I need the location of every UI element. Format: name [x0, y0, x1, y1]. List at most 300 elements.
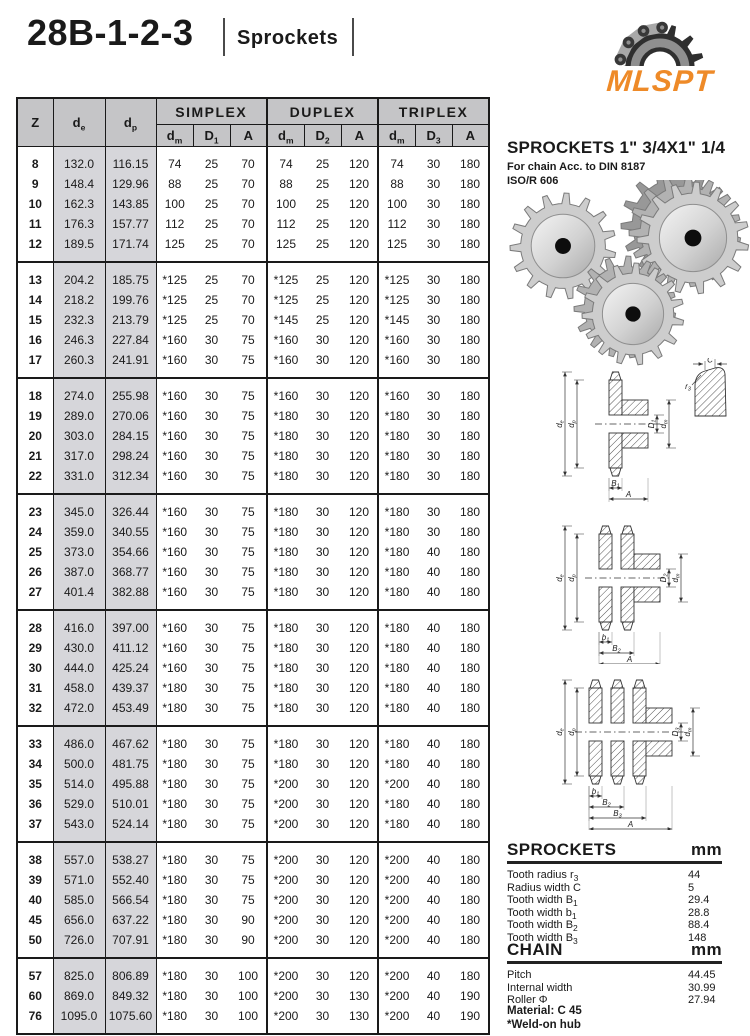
value-cell: 30	[204, 469, 219, 483]
subcolumn-header: $d_m$	[378, 125, 415, 147]
value-cell: 25	[315, 197, 330, 211]
value-cell: 30	[204, 853, 219, 867]
table-row	[17, 794, 489, 814]
value-cell: *160	[162, 449, 188, 463]
group-spacer	[17, 370, 489, 378]
value-cell: 30	[204, 777, 219, 791]
value-cell: 213.79	[105, 310, 156, 330]
value-cell: 75	[241, 661, 255, 675]
spec-row: Tooth width $B_3$ 148	[507, 931, 707, 947]
value-cell: 397.00	[105, 618, 156, 638]
z-cell: 11	[17, 214, 53, 234]
row-group	[17, 262, 489, 378]
value-cell: 40	[426, 933, 441, 947]
value-cell: 571.0	[53, 870, 105, 890]
value-cell: 585.0	[53, 890, 105, 910]
value-cell: 467.62	[105, 734, 156, 754]
value-cell: 40	[426, 893, 441, 907]
group-spacer	[17, 494, 489, 502]
value-cell: 180	[460, 525, 481, 539]
value-cell: 70	[241, 197, 255, 211]
svg-text:A: A	[627, 820, 634, 829]
value-cell: 30	[426, 237, 441, 251]
value-cell: 30	[426, 157, 441, 171]
footnotes	[507, 1004, 582, 1032]
spec-row: Pitch 44.45	[507, 969, 716, 981]
value-cell: 30	[315, 505, 330, 519]
table-row	[17, 986, 489, 1006]
z-cell: 33	[17, 734, 53, 754]
value-cell: 180	[460, 913, 481, 927]
value-cell: 180	[460, 797, 481, 811]
table-row	[17, 214, 489, 234]
value-cell: 40	[426, 565, 441, 579]
group-spacer	[17, 610, 489, 618]
value-cell: 25	[204, 293, 219, 307]
value-cell: 180	[460, 969, 481, 983]
z-cell: 27	[17, 582, 53, 602]
value-cell: *180	[162, 989, 188, 1003]
z-cell: 36	[17, 794, 53, 814]
value-cell: 30	[204, 873, 219, 887]
svg-text:b1: b1	[591, 787, 600, 798]
value-cell: *180	[162, 797, 188, 811]
value-cell: 25	[315, 237, 330, 251]
value-cell: 75	[241, 817, 255, 831]
value-cell: 120	[349, 817, 370, 831]
value-cell: 40	[426, 701, 441, 715]
svg-text:b1: b1	[601, 633, 610, 644]
z-cell: 19	[17, 406, 53, 426]
chain-spec-section	[507, 940, 722, 1007]
material-note: Material: C 45	[507, 1005, 582, 1017]
value-cell: *180	[267, 618, 304, 638]
value-cell: 25	[204, 313, 219, 327]
table-row	[17, 870, 489, 890]
value-cell: *200	[378, 1006, 415, 1026]
value-cell: 30	[204, 621, 219, 635]
value-cell: 120	[349, 545, 370, 559]
value-cell: 75	[241, 585, 255, 599]
value-cell: 298.24	[105, 446, 156, 466]
value-cell: 180	[460, 585, 481, 599]
value-cell: *180	[162, 893, 188, 907]
value-cell: 75	[241, 409, 255, 423]
value-cell: 70	[241, 313, 255, 327]
value-cell: 401.4	[53, 582, 105, 602]
value-cell: *125	[378, 270, 415, 290]
value-cell: *180	[267, 638, 304, 658]
value-cell: *180	[267, 426, 304, 446]
value-cell: 317.0	[53, 446, 105, 466]
value-cell: 30	[204, 933, 219, 947]
value-cell: 40	[426, 585, 441, 599]
value-cell: *180	[378, 794, 415, 814]
table-row	[17, 310, 489, 330]
value-cell: 88	[168, 177, 182, 191]
svg-text:B3: B3	[613, 809, 622, 820]
table-row	[17, 814, 489, 834]
value-cell: 75	[241, 353, 255, 367]
value-cell: *160	[162, 333, 188, 347]
z-cell: 18	[17, 386, 53, 406]
value-cell: 30	[315, 621, 330, 635]
value-cell: 180	[460, 565, 481, 579]
value-cell: 30	[426, 293, 441, 307]
z-cell: 37	[17, 814, 53, 834]
row-group	[17, 610, 489, 726]
value-cell: 75	[241, 681, 255, 695]
value-cell: 40	[426, 1009, 441, 1023]
value-cell: 345.0	[53, 502, 105, 522]
value-cell: 90	[241, 913, 255, 927]
value-cell: 30	[315, 641, 330, 655]
spec-row: Tooth radius $r_3$ 44	[507, 869, 701, 884]
table-row	[17, 194, 489, 214]
value-cell: 30	[315, 1009, 330, 1023]
value-cell: 25	[315, 217, 330, 231]
table-row	[17, 638, 489, 658]
value-cell: *200	[267, 890, 304, 910]
spec-row: Tooth width $b_1$ 28.8	[507, 906, 710, 921]
value-cell: 30	[204, 737, 219, 751]
value-cell: 30	[315, 797, 330, 811]
value-cell: 30	[204, 353, 219, 367]
value-cell: 75	[241, 389, 255, 403]
subcolumn-header: A	[341, 125, 378, 147]
value-cell: 25	[315, 293, 330, 307]
value-cell: 30	[426, 333, 441, 347]
svg-text:dm: dm	[671, 573, 682, 583]
value-cell: 30	[315, 661, 330, 675]
table-row	[17, 910, 489, 930]
value-cell: 70	[241, 217, 255, 231]
value-cell: *180	[378, 522, 415, 542]
table-row	[17, 386, 489, 406]
value-cell: 30	[315, 913, 330, 927]
value-cell: 30	[315, 585, 330, 599]
value-cell: 30	[315, 545, 330, 559]
value-cell: 30	[204, 1009, 219, 1023]
value-cell: 30	[426, 273, 441, 287]
value-cell: 25	[315, 177, 330, 191]
z-cell: 76	[17, 1006, 53, 1026]
spec-sprockets-title: SPROCKETS	[507, 840, 617, 859]
group-spacer	[17, 1026, 489, 1034]
value-cell: 289.0	[53, 406, 105, 426]
value-cell: *160	[162, 545, 188, 559]
value-cell: *200	[378, 986, 415, 1006]
z-cell: 24	[17, 522, 53, 542]
table-row	[17, 542, 489, 562]
value-cell: 120	[349, 237, 370, 251]
title-divider	[223, 18, 225, 56]
value-cell: 40	[426, 969, 441, 983]
group-spacer	[17, 486, 489, 494]
value-cell: 120	[349, 469, 370, 483]
value-cell: 100	[267, 194, 304, 214]
z-cell: 31	[17, 678, 53, 698]
table-row	[17, 966, 489, 986]
value-cell: *180	[378, 754, 415, 774]
value-cell: 30	[426, 525, 441, 539]
value-cell: 120	[349, 933, 370, 947]
value-cell: *160	[162, 525, 188, 539]
value-cell: 120	[349, 797, 370, 811]
value-cell: *160	[378, 330, 415, 350]
group-spacer	[17, 378, 489, 386]
value-cell: 40	[426, 641, 441, 655]
value-cell: 30	[315, 989, 330, 1003]
value-cell: *200	[267, 966, 304, 986]
value-cell: 120	[349, 177, 370, 191]
value-cell: *160	[162, 469, 188, 483]
value-cell: 30	[204, 585, 219, 599]
brand-logo	[590, 12, 730, 99]
table-row	[17, 350, 489, 370]
value-cell: *160	[162, 621, 188, 635]
value-cell: 510.01	[105, 794, 156, 814]
spec-row: Tooth width $B_1$ 29.4	[507, 894, 710, 909]
value-cell: 120	[349, 777, 370, 791]
svg-text:r3: r3	[685, 382, 691, 393]
value-cell: 180	[460, 389, 481, 403]
value-cell: *200	[267, 814, 304, 834]
svg-text:de: de	[555, 574, 566, 582]
svg-text:de: de	[555, 420, 566, 428]
value-cell: 125	[267, 234, 304, 254]
value-cell: *180	[162, 737, 188, 751]
group-spacer	[17, 718, 489, 726]
value-cell: 120	[349, 661, 370, 675]
value-cell: 112	[267, 214, 304, 234]
value-cell: 120	[349, 157, 370, 171]
value-cell: 312.34	[105, 466, 156, 486]
value-cell: 100	[237, 989, 259, 1003]
value-cell: 30	[204, 409, 219, 423]
z-cell: 23	[17, 502, 53, 522]
table-row	[17, 734, 489, 754]
value-cell: 40	[426, 545, 441, 559]
table-row	[17, 234, 489, 254]
value-cell: 30	[315, 701, 330, 715]
svg-text:A: A	[625, 490, 632, 499]
value-cell: 30	[426, 389, 441, 403]
value-cell: 120	[349, 757, 370, 771]
value-cell: *200	[267, 930, 304, 950]
simplex-section-drawing	[543, 358, 748, 508]
value-cell: 180	[460, 873, 481, 887]
product-standard-line1: For chain Acc. to DIN 8187	[507, 161, 646, 173]
value-cell: 246.3	[53, 330, 105, 350]
value-cell: 120	[349, 737, 370, 751]
svg-text:de: de	[555, 728, 566, 736]
value-cell: 368.77	[105, 562, 156, 582]
value-cell: *180	[162, 913, 188, 927]
table-row	[17, 174, 489, 194]
value-cell: 557.0	[53, 850, 105, 870]
value-cell: *180	[378, 562, 415, 582]
z-cell: 21	[17, 446, 53, 466]
table-row	[17, 658, 489, 678]
value-cell: 40	[426, 873, 441, 887]
value-cell: 25	[315, 157, 330, 171]
value-cell: *180	[378, 542, 415, 562]
value-cell: 260.3	[53, 350, 105, 370]
value-cell: *180	[267, 678, 304, 698]
z-cell: 50	[17, 930, 53, 950]
z-cell: 40	[17, 890, 53, 910]
value-cell: 30	[426, 197, 441, 211]
value-cell: 425.24	[105, 658, 156, 678]
value-cell: 486.0	[53, 734, 105, 754]
value-cell: 458.0	[53, 678, 105, 698]
value-cell: 40	[426, 661, 441, 675]
value-cell: 129.96	[105, 174, 156, 194]
value-cell: 185.75	[105, 270, 156, 290]
value-cell: 112	[165, 217, 185, 231]
svg-text:D3: D3	[671, 727, 682, 737]
z-cell: 35	[17, 774, 53, 794]
sprocket-dimension-table	[16, 97, 490, 1035]
z-cell: 32	[17, 698, 53, 718]
value-cell: 656.0	[53, 910, 105, 930]
value-cell: *200	[378, 774, 415, 794]
value-cell: 176.3	[53, 214, 105, 234]
svg-text:D1: D1	[647, 419, 658, 429]
value-cell: *180	[378, 618, 415, 638]
value-cell: 116.15	[105, 154, 156, 174]
value-cell: *200	[267, 794, 304, 814]
value-cell: 40	[426, 913, 441, 927]
value-cell: 566.54	[105, 890, 156, 910]
value-cell: 30	[315, 409, 330, 423]
value-cell: 444.0	[53, 658, 105, 678]
value-cell: 30	[315, 565, 330, 579]
value-cell: 30	[315, 333, 330, 347]
value-cell: 180	[460, 893, 481, 907]
z-cell: 38	[17, 850, 53, 870]
value-cell: *160	[162, 429, 188, 443]
svg-text:D2: D2	[659, 573, 670, 583]
value-cell: 40	[426, 757, 441, 771]
logo-sprocket-chain-icon	[596, 12, 724, 66]
value-cell: 30	[204, 757, 219, 771]
value-cell: 552.40	[105, 870, 156, 890]
value-cell: *180	[378, 734, 415, 754]
value-cell: 130	[349, 989, 370, 1003]
value-cell: 241.91	[105, 350, 156, 370]
value-cell: 70	[241, 293, 255, 307]
value-cell: *160	[162, 565, 188, 579]
value-cell: *200	[267, 774, 304, 794]
value-cell: 30	[204, 989, 219, 1003]
page-title: 28B-1-2-3	[27, 12, 194, 53]
table-row	[17, 582, 489, 602]
value-cell: 74	[267, 154, 304, 174]
z-cell: 9	[17, 174, 53, 194]
value-cell: *200	[378, 910, 415, 930]
svg-text:A: A	[626, 655, 633, 664]
value-cell: *180	[162, 757, 188, 771]
value-cell: 120	[349, 353, 370, 367]
value-cell: 180	[460, 737, 481, 751]
value-cell: *125	[267, 290, 304, 310]
value-cell: 120	[349, 893, 370, 907]
value-cell: 340.55	[105, 522, 156, 542]
value-cell: 40	[426, 621, 441, 635]
value-cell: 120	[349, 333, 370, 347]
group-header-triplex: TRIPLEX	[378, 98, 489, 125]
value-cell: 30	[426, 449, 441, 463]
value-cell: 825.0	[53, 966, 105, 986]
value-cell: 40	[426, 989, 441, 1003]
value-cell: 40	[426, 777, 441, 791]
table-row	[17, 562, 489, 582]
spec-row: Tooth width $B_2$ 88.4	[507, 919, 710, 934]
value-cell: *200	[267, 1006, 304, 1026]
value-cell: 30	[204, 505, 219, 519]
value-cell: *160	[162, 409, 188, 423]
table-row	[17, 502, 489, 522]
value-cell: *180	[267, 562, 304, 582]
value-cell: *160	[162, 585, 188, 599]
group-spacer	[17, 834, 489, 842]
svg-text:B2: B2	[612, 644, 621, 655]
svg-text:dp: dp	[567, 574, 578, 582]
z-cell: 10	[17, 194, 53, 214]
value-cell: 189.5	[53, 234, 105, 254]
value-cell: 180	[460, 777, 481, 791]
value-cell: 270.06	[105, 406, 156, 426]
value-cell: 25	[315, 273, 330, 287]
svg-text:B1: B1	[611, 479, 620, 490]
value-cell: 30	[204, 661, 219, 675]
value-cell: 30	[315, 429, 330, 443]
value-cell: 75	[241, 893, 255, 907]
value-cell: 88	[267, 174, 304, 194]
value-cell: 30	[204, 681, 219, 695]
value-cell: *180	[162, 777, 188, 791]
value-cell: 284.15	[105, 426, 156, 446]
value-cell: 30	[204, 797, 219, 811]
value-cell: 75	[241, 333, 255, 347]
table-row	[17, 754, 489, 774]
value-cell: 25	[204, 273, 219, 287]
subcolumn-header: $d_m$	[267, 125, 304, 147]
z-cell: 22	[17, 466, 53, 486]
value-cell: 190	[460, 989, 481, 1003]
value-cell: 30	[315, 853, 330, 867]
value-cell: 30	[204, 525, 219, 539]
value-cell: *180	[162, 933, 188, 947]
value-cell: 204.2	[53, 270, 105, 290]
z-cell: 8	[17, 154, 53, 174]
value-cell: *160	[162, 505, 188, 519]
value-cell: 354.66	[105, 542, 156, 562]
value-cell: 180	[460, 661, 481, 675]
value-cell: 274.0	[53, 386, 105, 406]
z-cell: 12	[17, 234, 53, 254]
value-cell: 100	[164, 197, 185, 211]
value-cell: 30	[315, 969, 330, 983]
value-cell: *180	[378, 814, 415, 834]
value-cell: 180	[460, 429, 481, 443]
value-cell: 180	[460, 273, 481, 287]
value-cell: 180	[460, 157, 481, 171]
value-cell: 30	[315, 681, 330, 695]
value-cell: 387.0	[53, 562, 105, 582]
